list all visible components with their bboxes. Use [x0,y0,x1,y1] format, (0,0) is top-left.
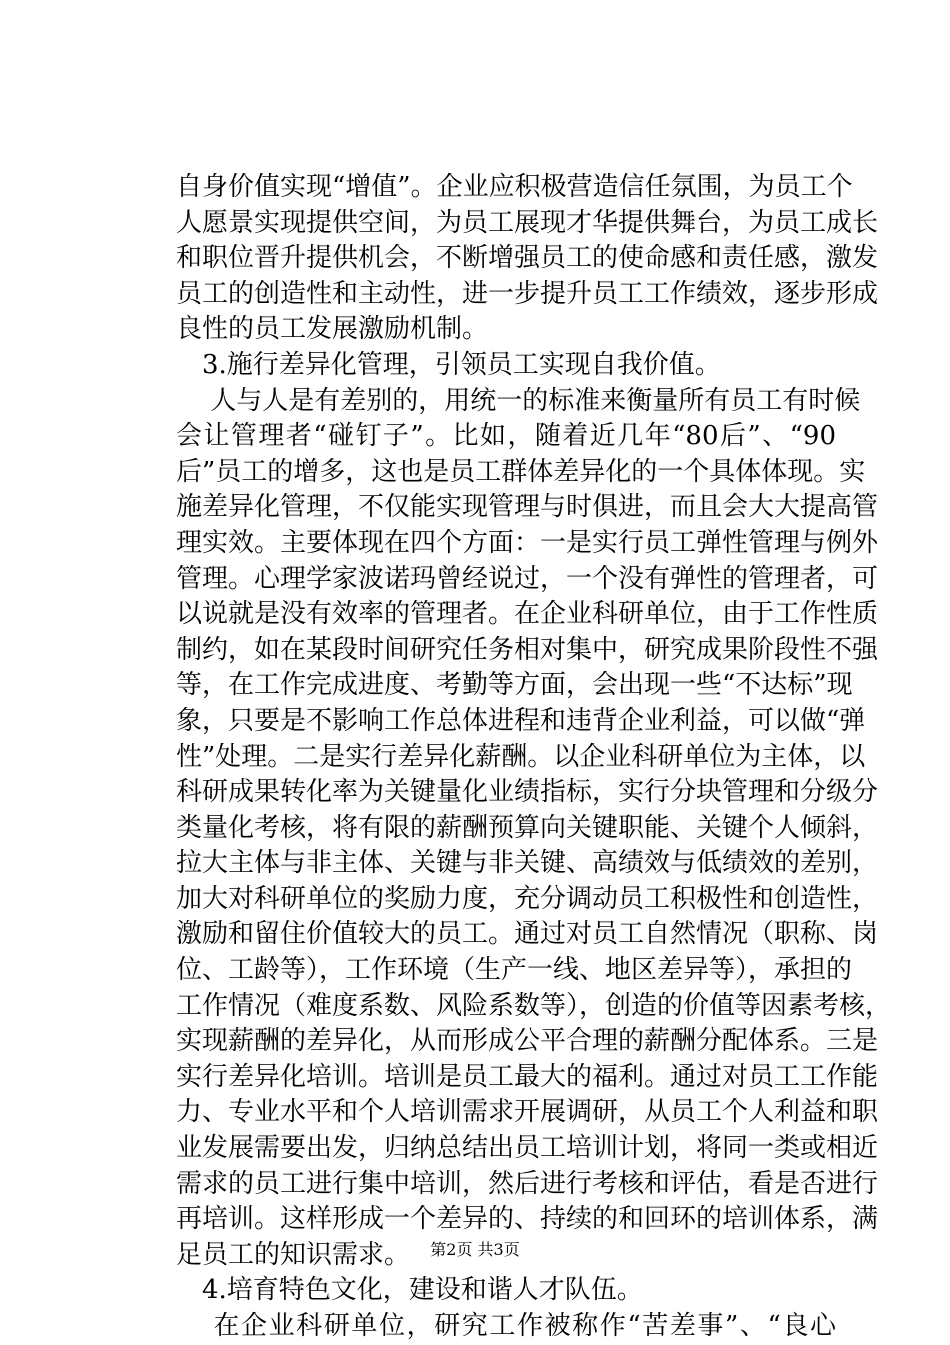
text-line: 加大对科研单位的奖励力度，充分调动员工积极性和创造性， [176,883,879,914]
text-line: 施差异化管理，不仅能实现管理与时俱进，而且会大大提高管 [176,492,879,523]
text-line: 员工的创造性和主动性，进一步提升员工工作绩效，逐步形成 [176,278,879,309]
text-line: 再培训。这样形成一个差异的、持续的和回环的培训体系，满 [176,1204,879,1235]
text-line: 后”员工的增多，这也是员工群体差异化的一个具体体现。实 [176,456,866,487]
text-line: 良性的员工发展激励机制。 [176,314,489,345]
page-footer: 第2页 共3页 [430,1240,520,1259]
text-line: 以说就是没有效率的管理者。在企业科研单位，由于工作性质 [176,599,879,630]
text-line: 管理。心理学家波诺玛曾经说过，一个没有弹性的管理者，可 [176,563,879,594]
text-line: 实现薪酬的差异化，从而形成公平合理的薪酬分配体系。三是 [176,1026,879,1057]
text-line: 性”处理。二是实行差异化薪酬。以企业科研单位为主体，以 [176,741,866,772]
text-line: 业发展需要出发，归纳总结出员工培训计划，将同一类或相近 [176,1133,879,1164]
text-line: 等，在工作完成进度、考勤等方面，会出现一些“不达标”现 [176,670,853,701]
text-line: 科研成果转化率为关键量化业绩指标，实行分块管理和分级分 [176,777,879,808]
section-heading-4: 4.培育特色文化，建设和谐人才队伍。 [176,1275,643,1306]
text-line: 激励和留住价值较大的员工。通过对员工自然情况（职称、岗 [176,919,879,950]
text-line: 工作情况（难度系数、风险系数等），创造的价值等因素考核， [176,990,892,1021]
text-line: 力、专业水平和个人培训需求开展调研，从员工个人利益和职 [176,1097,879,1128]
text-line: 和职位晋升提供机会，不断增强员工的使命感和责任感，激发 [176,243,879,274]
text-line: 人愿景实现提供空间，为员工展现才华提供舞台，为员工成长 [176,207,879,238]
text-line: 实行差异化培训。培训是员工最大的福利。通过对员工工作能 [176,1061,879,1092]
text-line: 在企业科研单位，研究工作被称作“苦差事”、“良心 [176,1311,836,1341]
text-line: 需求的员工进行集中培训，然后进行考核和评估，看是否进行 [176,1168,879,1199]
section-heading-3: 3.施行差异化管理，引领员工实现自我价值。 [176,349,721,380]
text-line: 人与人是有差别的，用统一的标准来衡量所有员工有时候 [176,385,861,416]
text-line: 位、工龄等），工作环境（生产一线、地区差异等），承担的 [176,955,853,986]
body-text [176,170,892,1345]
text-line: 象，只要是不影响工作总体进程和违背企业利益，可以做“弹 [176,705,866,736]
text-line: 制约，如在某段时间研究任务相对集中，研究成果阶段性不强 [176,634,879,665]
text-line: 自身价值实现“增值”。企业应积极营造信任氛围，为员工个 [176,172,853,202]
text-line: 类量化考核，将有限的薪酬预算向关键职能、关键个人倾斜， [176,812,879,843]
text-line: 会让管理者“碰钉子”。比如，随着近几年“80后”、“90 [176,421,836,452]
text-line: 足员工的知识需求。 [176,1239,411,1270]
text-line: 拉大主体与非主体、关键与非关键、高绩效与低绩效的差别， [176,848,879,879]
text-line: 理实效。主要体现在四个方面：一是实行员工弹性管理与例外 [176,527,879,558]
